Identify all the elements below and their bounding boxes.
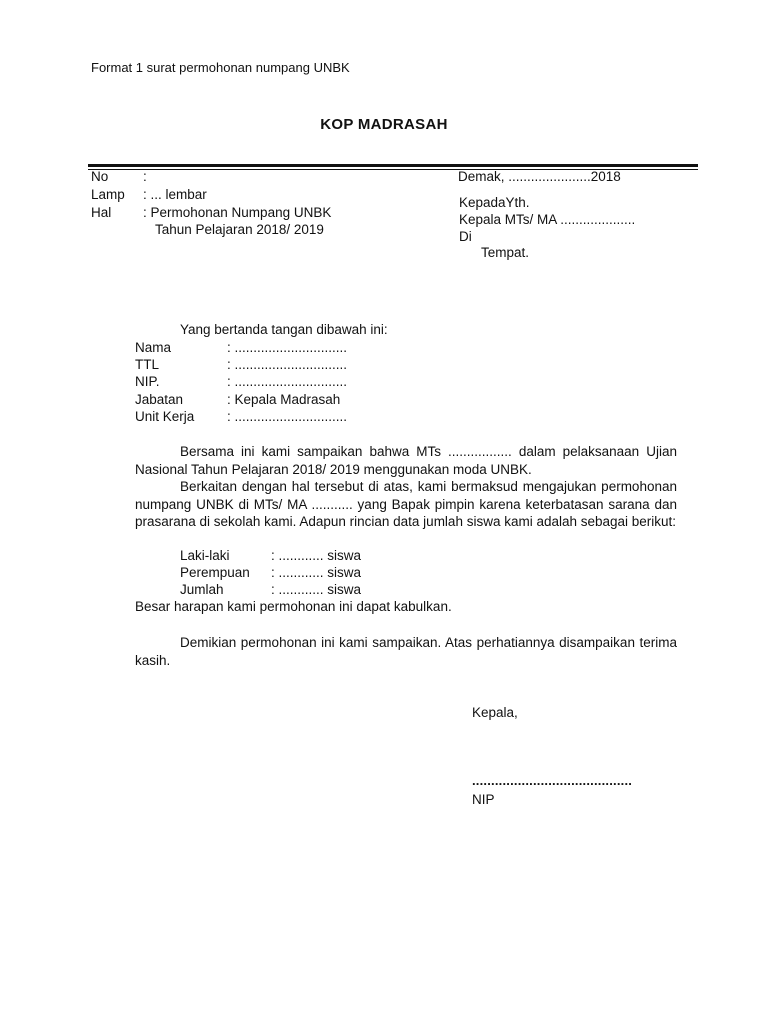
identity-value-ttl: : .............................. — [227, 357, 348, 372]
no-value: : — [143, 169, 147, 184]
paragraph-2: Berkaitan dengan hal tersebut di atas, kami bermaksud mengajukan permohonan numpang UNBK di MTs/ MA ........... yang Bapak pimpin karena keterbatasan sarana dan prasarana di sekolah kami. Adapun rincian data jumlah siswa kami adalah sebagai berikut: — [135, 479, 677, 529]
paragraph-4: Demikian permohonan ini kami sampaikan. Atas perhatiannya disampaikan terima kasih. — [135, 635, 677, 668]
lamp-label: Lamp — [91, 187, 125, 202]
identity-label-ttl: TTL — [135, 357, 160, 372]
student-label-male: Laki-laki — [180, 548, 230, 563]
hal-label: Hal — [91, 205, 112, 220]
identity-label-jabatan: Jabatan — [135, 392, 184, 407]
identity-label-nama: Nama — [135, 340, 172, 355]
hal-value: : Permohonan Numpang UNBK — [143, 205, 332, 220]
student-label-total: Jumlah — [180, 582, 224, 597]
identity-value-nip: : .............................. — [227, 374, 348, 389]
identity-label-nip: NIP. — [135, 374, 160, 389]
recipient-line4: Tempat. — [481, 245, 530, 260]
identity-value-jabatan: : Kepala Madrasah — [227, 392, 341, 407]
identity-value-nama: : .............................. — [227, 340, 348, 355]
recipient-line3: Di — [459, 229, 472, 244]
lamp-value: : ... lembar — [143, 187, 207, 202]
intro-text: Yang bertanda tangan dibawah ini: — [180, 322, 388, 337]
paragraph-3: Besar harapan kami permohonan ini dapat kabulkan. — [135, 599, 452, 614]
hal-value-line2: Tahun Pelajaran 2018/ 2019 — [155, 222, 324, 237]
paragraph-1: Bersama ini kami sampaikan bahwa MTs ................. dalam pelaksanaan Ujian Nasional Tahun Pelajaran 2018/ 2019 menggunakan moda UNBK. — [135, 444, 677, 477]
identity-value-unit: : .............................. — [227, 409, 348, 424]
recipient-line2: Kepala MTs/ MA .................... — [459, 212, 636, 227]
format-title: Format 1 surat permohonan numpang UNBK — [91, 60, 350, 75]
student-value-total: : ............ siswa — [271, 582, 362, 597]
letter-date: Demak, ......................2018 — [458, 169, 621, 184]
student-label-female: Perempuan — [180, 565, 250, 580]
identity-label-unit: Unit Kerja — [135, 409, 195, 424]
no-label: No — [91, 169, 109, 184]
letterhead-rule-thick — [88, 164, 698, 167]
signature-nip-label: NIP — [472, 792, 495, 807]
signature-line: .......................................... — [472, 773, 633, 788]
recipient-line1: KepadaYth. — [459, 195, 530, 210]
letterhead-title: KOP MADRASAH — [320, 116, 448, 133]
closing-kepala: Kepala, — [472, 705, 518, 720]
student-value-male: : ............ siswa — [271, 548, 362, 563]
student-value-female: : ............ siswa — [271, 565, 362, 580]
